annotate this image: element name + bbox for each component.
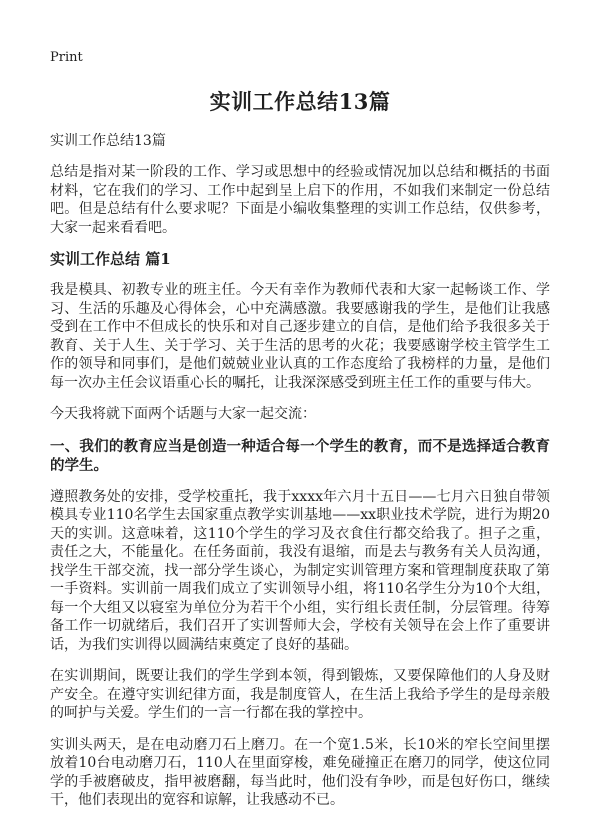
section1-paragraph-3: 遵照教务处的安排，受学校重托，我于xxxx年六月十五日——七月六日独自带领模具专业110名学生去国家重点教学实训基地——xx职业技术学院，进行为期20天的实训。这意味着，这110个学生的学习及衣食住行都交给我了。担子之重，责任之大，不能量化。在任务面前，我没有退缩，而是去与教务有关人员沟通，找学生干部交流，找一部分学生谈心，为制定实训管理方案和管理制度获取了第一手资料。实训前一周我们成立了实训领导小组，将110名学生分为10个大组，每一个大组又以寝室为单位分为若干个小组，实行组长责任制，分层管理。待筹备工作一切就绪后，我们召开了实训誓师大会，学校有关领导在会上作了重要讲话，为我们实训得以圆满结束奠定了良好的基础。 [50,488,550,653]
section1-paragraph-2: 今天我将就下面两个话题与大家一起交流： [50,406,316,422]
section1-paragraph-1: 我是模具、初教专业的班主任。今天有幸作为教师代表和大家一起畅谈工作、学习、生活的乐趣及心得体会，心中充满感激。我要感谢我的学生，是他们让我感受到在工作中不但成长的快乐和对自己逐步建立的自信，是他们给予我很多关于教育、关于人生、关于学习、关于生活的思考的火花；我要感谢学校主管学生工作的领导和同事们，是他们兢兢业业认真的工作态度给了我榜样的力量，是他们每一次办主任会议语重心长的嘱托，让我深深感受到班主任工作的重要与伟大。 [50,282,550,391]
section1-heading: 实训工作总结 篇1 [50,250,171,268]
intro-paragraph: 总结是指对某一阶段的工作、学习或思想中的经验或情况加以总结和概括的书面材料，它在我们的学习、工作中起到呈上启下的作用，不如我们来制定一份总结吧。但是总结有什么要求呢？下面是小编收集整理的实训工作总结，仅供参考，大家一起来看看吧。 [50,164,550,236]
section1-paragraph-5: 实训头两天，是在电动磨刀石上磨刀。在一个宽1.5米，长10米的窄长空间里摆放着10台电动磨刀石，110人在里面穿梭，难免碰撞正在磨刀的同学，使这位同学的手被磨破皮，指甲被磨翻，每当此时，他们没有争吵，而是包好伤口，继续干，他们表现出的宽容和谅解，让我感动不已。 [50,736,550,808]
section1-paragraph-4: 在实训期间，既要让我们的学生学到本领，得到锻炼，又要保障他们的人身及财产安全。在遵守实训纪律方面，我是制度管人，在生活上我给予学生的是母亲般的呵护与关爱。学生们的一言一行都在我的掌控中。 [50,668,550,721]
page-title: 实训工作总结13篇 [209,89,391,114]
section1-subheading: 一、我们的教育应当是创造一种适合每一个学生的教育，而不是选择适合教育的学生。 [50,437,550,474]
document-subtitle: 实训工作总结13篇 [50,133,166,149]
print-button[interactable]: Print [50,50,83,65]
